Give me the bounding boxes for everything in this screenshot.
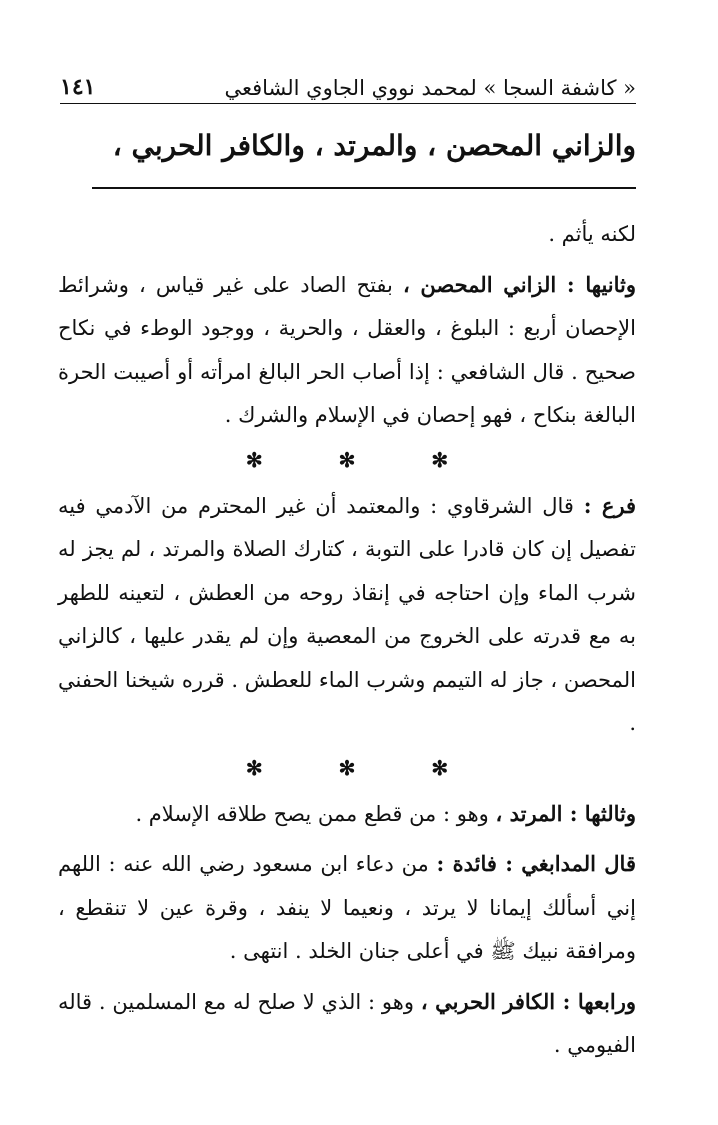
asterism-icon: ✻ [338, 447, 356, 472]
section-separator [58, 746, 636, 792]
paragraph-fourth-category [58, 980, 636, 1068]
paragraph-lead: فرع : [583, 492, 636, 518]
page-number: ١٤١ [60, 74, 96, 100]
asterism-icon: ✻ [338, 755, 356, 780]
paragraph-text: من دعاء ابن مسعود رضي الله عنه : اللهم إني أسألك إيمانا لا يرتد ، ونعيما لا ينفد ، وقرة عين لا تنقطع ، ومرافقة نبيك ﷺ في أعلى جنان الخلد . انتهى . [58, 852, 636, 963]
matn-divider [92, 187, 636, 189]
running-head [60, 60, 636, 100]
paragraph-faida [58, 842, 636, 974]
matn-line: والزاني المحصن ، والمرتد ، والكافر الحربي ، [112, 129, 636, 162]
paragraph-third-category [58, 792, 636, 837]
paragraph-second-category [58, 263, 636, 438]
paragraph-lead: ورابعها : الكافر الحربي ، [420, 988, 636, 1014]
header-rule [60, 103, 636, 104]
paragraph-lead: وثانيها : الزاني المحصن ، [402, 271, 637, 297]
asterism-icon: ✻ [245, 447, 263, 472]
paragraph-text: لكنه يأثم . [548, 222, 636, 246]
section-separator [58, 438, 636, 484]
asterism-icon: ✻ [245, 755, 263, 780]
paragraph-text: وهو : من قطع ممن يصح طلاقه الإسلام . [135, 801, 489, 826]
paragraph-text: بفتح الصاد على غير قياس ، وشرائط الإحصان أربع : البلوغ ، والعقل ، والحرية ، ووجود الوطء في نكاح صحيح . قال الشافعي : إذا أصاب الحر البالغ امرأته أو أصيبت الحرة البالغة بنكاح ، فهو إحصان في الإسلام والشرك . [58, 272, 636, 427]
paragraph-text: وهو : الذي لا صلح له مع المسلمين . قاله الفيومي . [58, 989, 636, 1057]
running-title: « كاشفة السجا » لمحمد نووي الجاوي الشافعي [224, 76, 636, 100]
paragraph-lakinnahu [58, 212, 636, 257]
paragraph-far [58, 484, 636, 746]
commentary-text [58, 212, 636, 1068]
paragraph-lead: وثالثها : المرتد ، [495, 800, 636, 826]
paragraph-lead: قال المدابغي : فائدة : [436, 851, 636, 876]
asterism-icon: ✻ [431, 755, 449, 780]
asterism-icon: ✻ [431, 447, 449, 472]
paragraph-text: قال الشرقاوي : والمعتمد أن غير المحترم من الآدمي فيه تفصيل إن كان قادرا على التوبة ، كتارك الصلاة والمرتد ، لم يجز له شرب الماء وإن احتاجه في إنقاذ روحه من العطش ، لتعينه للطهر به مع قدرته على الخروج من المعصية وإن لم يقدر عليها ، كالزاني المحصن ، جاز له التيمم وشرب الماء للعطش . قرره شيخنا الحفني . [58, 493, 636, 735]
